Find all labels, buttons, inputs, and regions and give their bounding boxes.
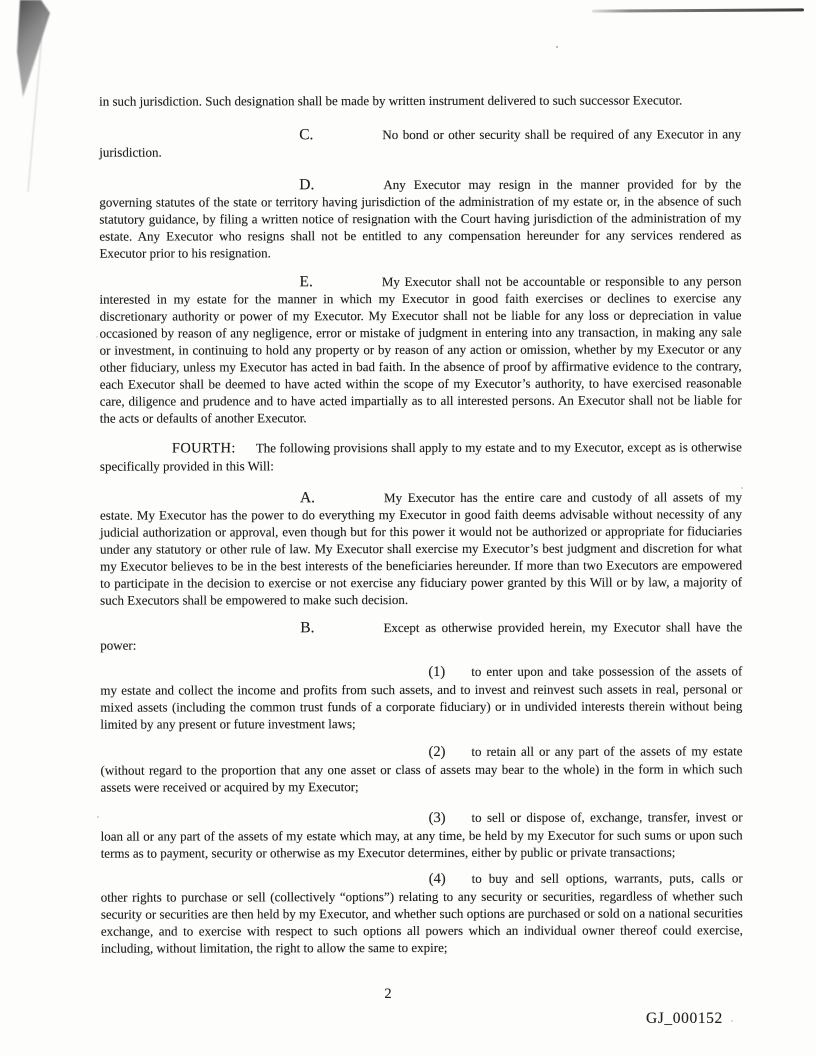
power-item-3-text: to sell or dispose of, exchange, transfer, invest or loan all or any part of the assets of my estate which may, at any time, be held by my Executor for such sums or upon such terms as to payment, security or otherwise as my Executor determines, either by public or private transactions;: [100, 809, 743, 861]
section-c-label: C.: [299, 126, 314, 144]
bates-number: GJ_000152: [646, 1010, 723, 1027]
power-item-1: [100, 662, 742, 732]
power-item-1-text: to enter upon and take possession of the assets of my estate and collect the income and profits from such assets, and to invest and reinvest such assets in real, personal or mixed assets (including the common trust funds of a corporate fiduciary) or in undivided interests therein without being limited by any present or future investment laws;: [100, 663, 743, 732]
power-item-2-text: to retain all or any part of the assets of my estate (without regard to the proportion that any one asset or class of assets may bear to the whole) in the form in which such assets were received or acquired by my Executor;: [100, 743, 743, 795]
subsection-a-text: My Executor has the entire care and custody of all assets of my estate. My Executor has the power to do everything my Executor in good faith deems advisable without necessity of any judicial authorization or approval, even though but for this power it would not be authorized or appropriate for fiduciaries under any statutory or other rule of law. My Executor shall exercise my Executor’s best judgment and discretion for what my Executor believes to be in the best interests of the beneficiaries hereunder. If more than two Executors are empowered to participate in the decision to exercise or not exercise any fiduciary power granted by this Will or by law, a majority of such Executors shall be empowered to make such decision.: [99, 489, 743, 608]
section-d: [99, 175, 741, 261]
subsection-a-label: A.: [299, 489, 316, 507]
section-c-text: No bond or other security shall be required of any Executor in any jurisdiction.: [99, 126, 742, 160]
power-item-1-label: (1): [428, 663, 446, 680]
article-fourth: [100, 438, 742, 474]
power-item-2-label: (2): [428, 743, 446, 760]
section-e-label: E.: [299, 273, 313, 291]
section-c: [99, 125, 741, 160]
section-e: [99, 272, 741, 426]
article-fourth-text: The following provisions shall apply to my estate and to my Executor, except as is otherwise specifically provided in this Will:: [99, 439, 742, 474]
scan-corner-fold-artifact: [0, 0, 70, 200]
page-number: 2: [384, 986, 392, 1002]
article-fourth-label: FOURTH:: [171, 440, 236, 457]
power-item-3-label: (3): [428, 809, 446, 826]
document-body: [99, 91, 743, 956]
power-item-4-label: (4): [428, 870, 446, 887]
section-e-text: My Executor shall not be accountable or responsible to any person interested in my estate for the manner in which my Executor in good faith exercises or declines to exercise any discretionary authority or power of my Executor. My Executor shall not be liable for any loss or depreciation in value occasioned by reason of any negligence, error or mistake of judgment in entering into any transaction, in making any sale or investment, in continuing to hold any property or by reason of any action or omission, whether by my Executor or any other fiduciary, unless my Executor has acted in bad faith. In the absence of proof by affirmative evidence to the contrary, each Executor shall be deemed to have acted within the scope of my Executor’s authority, to have exercised reasonable care, diligence and prudence and to have acted impartially as to all interested persons. An Executor shall not be liable for the acts or defaults of another Executor.: [99, 273, 742, 426]
paragraph-continuation: in such jurisdiction. Such designation shall be made by written instrument delivered to such successor Executor.: [99, 92, 683, 109]
subsection-b: [100, 618, 742, 653]
section-d-label: D.: [299, 176, 315, 194]
scan-edge-line-artifact: [592, 8, 804, 12]
power-item-4: [101, 869, 743, 956]
section-d-text: Any Executor may resign in the manner provided for by the governing statutes of the state or territory having jurisdiction of the administration of my estate or, in the absence of such statutory guidance, by filing a written notice of resignation with the Court having jurisdiction of the administration of my estate. Any Executor who resigns shall not be entitled to any compensation hereunder for any services rendered as Executor prior to his resignation.: [99, 176, 742, 261]
scan-speckles: [556, 46, 558, 48]
power-item-2: [100, 742, 742, 795]
subsection-b-label: B.: [300, 619, 315, 637]
power-item-3: [101, 808, 743, 861]
subsection-a: [100, 488, 742, 608]
subsection-b-text: Except as otherwise provided herein, my Executor shall have the power:: [100, 619, 743, 653]
power-item-4-text: to buy and sell options, warrants, puts, calls or other rights to purchase or sell (collectively “options”) relating to any security or securities, regardless of whether such security or securities are then held by my Executor, and whether such options are purchased or sold on a national securities exchange, and to exercise with respect to such options all powers which an individual owner thereof could exercise, including, without limitation, the right to allow the same to expire;: [100, 870, 743, 956]
